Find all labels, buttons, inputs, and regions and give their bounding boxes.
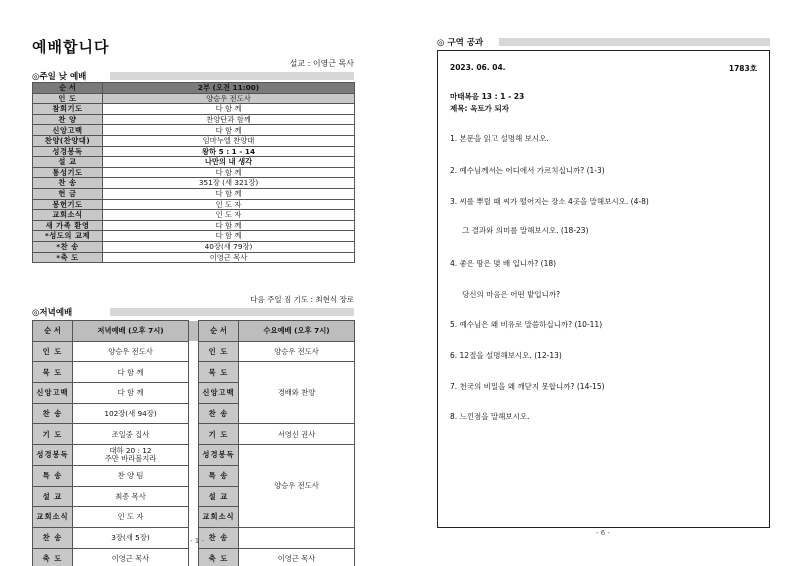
order-value: 다 함 께 xyxy=(103,104,355,115)
header-cell: 순 서 xyxy=(33,83,103,94)
page-title: 예배합니다 xyxy=(32,38,110,56)
order-value: 찬양단과 함께 xyxy=(103,114,355,125)
table-row xyxy=(33,424,355,445)
question-8: 8. 느낀점을 말해보시오. xyxy=(450,412,530,421)
order-label: 신앙고백 xyxy=(33,383,73,404)
order-value: 다 함 께 xyxy=(73,383,189,404)
question-4: 4. 좋은 땅은 몇 배 입니까? (18) xyxy=(450,259,557,268)
order-label: 기 도 xyxy=(199,424,239,445)
table-row xyxy=(33,231,355,242)
section-bar xyxy=(110,308,354,316)
order-label: 찬 송 xyxy=(33,178,103,189)
lesson-subject: 제목: 옥토가 되자 xyxy=(450,104,509,113)
order-label: 설 교 xyxy=(33,486,73,507)
order-value: 다 함 께 xyxy=(103,220,355,231)
column-gap xyxy=(189,445,199,466)
evening-section-label: ◎저녁예배 xyxy=(32,308,73,318)
column-gap xyxy=(189,383,199,404)
order-value: 서영신 권사 xyxy=(239,424,355,445)
order-value: 다 함 께 xyxy=(103,188,355,199)
table-row xyxy=(33,188,355,199)
order-value: 다 함 께 xyxy=(73,362,189,383)
order-value: 3장(새 5장) xyxy=(73,527,189,548)
scripture-value xyxy=(73,445,189,466)
table-row xyxy=(33,199,355,210)
order-label: 묵 도 xyxy=(33,362,73,383)
order-value: 351장 (새 321장) xyxy=(103,178,355,189)
preacher-line: 설교 : 이영근 목사 xyxy=(289,59,354,68)
lesson-date: 2023. 06. 04. xyxy=(450,63,506,72)
section-bar xyxy=(110,72,354,80)
question-4-followup: 당신의 마음은 어떤 밭입니까? xyxy=(462,290,561,299)
issue-number: 1783호 xyxy=(728,64,757,73)
order-value: 최종 목사 xyxy=(73,486,189,507)
column-gap xyxy=(189,486,199,507)
header-cell: 순 서 xyxy=(199,321,239,342)
order-label: 봉헌기도 xyxy=(33,199,103,210)
morning-section-label: ◎주일 낮 예배 xyxy=(32,72,87,82)
question-7: 7. 천국의 비밀을 왜 깨닫지 못합니까? (14-15) xyxy=(450,382,605,391)
order-label: 성경봉독 xyxy=(33,146,103,157)
question-6: 6. 12절을 설명해보시오. (12-13) xyxy=(450,351,562,360)
header-cell: 수요예배 (오후 7시) xyxy=(239,321,355,342)
evening-worship-table xyxy=(32,320,355,566)
order-label: 찬 양 xyxy=(33,114,103,125)
table-row xyxy=(33,114,355,125)
order-label: 인 도 xyxy=(199,341,239,362)
table-row xyxy=(33,210,355,221)
order-value: 양승우 전도사 xyxy=(73,341,189,362)
table-row xyxy=(33,445,355,466)
table-row xyxy=(33,93,355,104)
order-label: 찬양(찬양대) xyxy=(33,135,103,146)
order-label: 묵 도 xyxy=(199,362,239,383)
table-header-row xyxy=(33,321,355,342)
order-label: *축 도 xyxy=(33,252,103,263)
header-cell: 순 서 xyxy=(33,321,73,342)
column-gap xyxy=(189,341,199,362)
column-gap xyxy=(189,403,199,424)
question-1: 1. 본문을 읽고 설명해 보시오. xyxy=(450,134,549,143)
order-value: 양승우 전도사 xyxy=(103,93,355,104)
column-gap xyxy=(189,424,199,445)
table-row xyxy=(33,241,355,252)
order-label: 인 도 xyxy=(33,341,73,362)
order-label: 신앙고백 xyxy=(199,383,239,404)
order-label: 인 도 xyxy=(33,93,103,104)
morning-section-header xyxy=(32,70,354,81)
table-row xyxy=(33,157,355,168)
table-row xyxy=(33,125,355,136)
column-gap xyxy=(189,548,199,566)
order-value: 인 도 자 xyxy=(103,199,355,210)
column-gap xyxy=(189,507,199,528)
table-header-row xyxy=(33,83,355,94)
order-value: 양승우 전도사 xyxy=(239,445,355,528)
order-label: 교회소식 xyxy=(199,507,239,528)
order-value: 인 도 자 xyxy=(73,507,189,528)
header-cell: 저녁예배 (오후 7시) xyxy=(73,321,189,342)
order-value: 찬 양 팀 xyxy=(73,465,189,486)
order-value: 40장(새 79장) xyxy=(103,241,355,252)
order-value: 경배와 찬양 xyxy=(239,362,355,424)
order-value: 인 도 자 xyxy=(103,210,355,221)
order-value: 임마누엘 찬양대 xyxy=(103,135,355,146)
page-number-right: - 6 - xyxy=(596,529,610,537)
order-label: *찬 송 xyxy=(33,241,103,252)
scripture-reference: 대하 20 : 12 xyxy=(109,445,152,455)
page-number-left: - 1 - xyxy=(190,537,204,545)
order-label: 축 도 xyxy=(199,548,239,566)
table-row xyxy=(33,146,355,157)
table-row xyxy=(33,135,355,146)
order-label: 성경봉독 xyxy=(199,445,239,466)
order-value: 조일중 집사 xyxy=(73,424,189,445)
order-label: 특 송 xyxy=(199,465,239,486)
table-row xyxy=(33,178,355,189)
order-label: 통성기도 xyxy=(33,167,103,178)
order-value: 다 함 께 xyxy=(103,231,355,242)
table-row xyxy=(33,220,355,231)
scripture-value: 왕하 5 : 1 - 14 xyxy=(103,146,355,157)
order-label: 헌 금 xyxy=(33,188,103,199)
scripture-title: 주만 바라볼지라 xyxy=(104,453,157,463)
order-label: 성경봉독 xyxy=(33,445,73,466)
order-value: 양승우 전도사 xyxy=(239,341,355,362)
order-value: 다 함 께 xyxy=(103,125,355,136)
column-gap xyxy=(189,465,199,486)
order-label: 찬 송 xyxy=(33,403,73,424)
lesson-box xyxy=(437,50,770,528)
column-gap xyxy=(189,362,199,383)
order-label: 설 교 xyxy=(199,486,239,507)
header-cell: 2부 (오전 11:00) xyxy=(103,83,355,94)
evening-section-header xyxy=(32,306,354,317)
order-label: 교회소식 xyxy=(33,210,103,221)
question-3: 3. 씨를 뿌릴 때 씨가 떨어지는 장소 4곳을 말해보시오. (4-8) xyxy=(450,197,649,206)
sermon-title: 나만의 내 생각 xyxy=(103,157,355,168)
order-label: 설 교 xyxy=(33,157,103,168)
order-label: 새 가족 환영 xyxy=(33,220,103,231)
table-row xyxy=(33,362,355,383)
lesson-section-label: ◎ 구역 공과 xyxy=(437,38,484,48)
table-row xyxy=(33,167,355,178)
order-label: 특 송 xyxy=(33,465,73,486)
order-label: 신앙고백 xyxy=(33,125,103,136)
morning-worship-table xyxy=(32,82,355,263)
order-label: 교회소식 xyxy=(33,507,73,528)
lesson-passage: 마태복음 13 : 1 - 23 xyxy=(450,92,525,101)
table-row xyxy=(33,252,355,263)
order-label: 찬 송 xyxy=(33,527,73,548)
question-5: 5. 예수님은 왜 비유로 말씀하십니까? (10-11) xyxy=(450,320,603,329)
table-row xyxy=(33,104,355,115)
order-label: 참회기도 xyxy=(33,104,103,115)
table-row xyxy=(33,341,355,362)
order-value: 이영근 목사 xyxy=(239,548,355,566)
column-gap xyxy=(189,321,199,342)
order-value: 이영근 목사 xyxy=(103,252,355,263)
order-value xyxy=(239,527,355,548)
next-week-prayer: 다음 주일 짐 기도 : 최현식 장로 xyxy=(250,295,354,304)
order-label: 찬 송 xyxy=(199,527,239,548)
order-label: *성도의 교제 xyxy=(33,231,103,242)
order-value: 이영근 목사 xyxy=(73,548,189,566)
order-value: 102장(새 94장) xyxy=(73,403,189,424)
order-label: 찬 송 xyxy=(199,403,239,424)
order-label: 축 도 xyxy=(33,548,73,566)
section-bar xyxy=(499,38,770,46)
table-row xyxy=(33,548,355,566)
lesson-section-header xyxy=(437,36,770,47)
question-2: 2. 예수님께서는 어디에서 가르치십니까? (1-3) xyxy=(450,166,605,175)
order-label: 기 도 xyxy=(33,424,73,445)
order-value: 다 함 께 xyxy=(103,167,355,178)
question-3-followup: 그 결과와 의미를 말해보시오. (18-23) xyxy=(462,226,589,235)
